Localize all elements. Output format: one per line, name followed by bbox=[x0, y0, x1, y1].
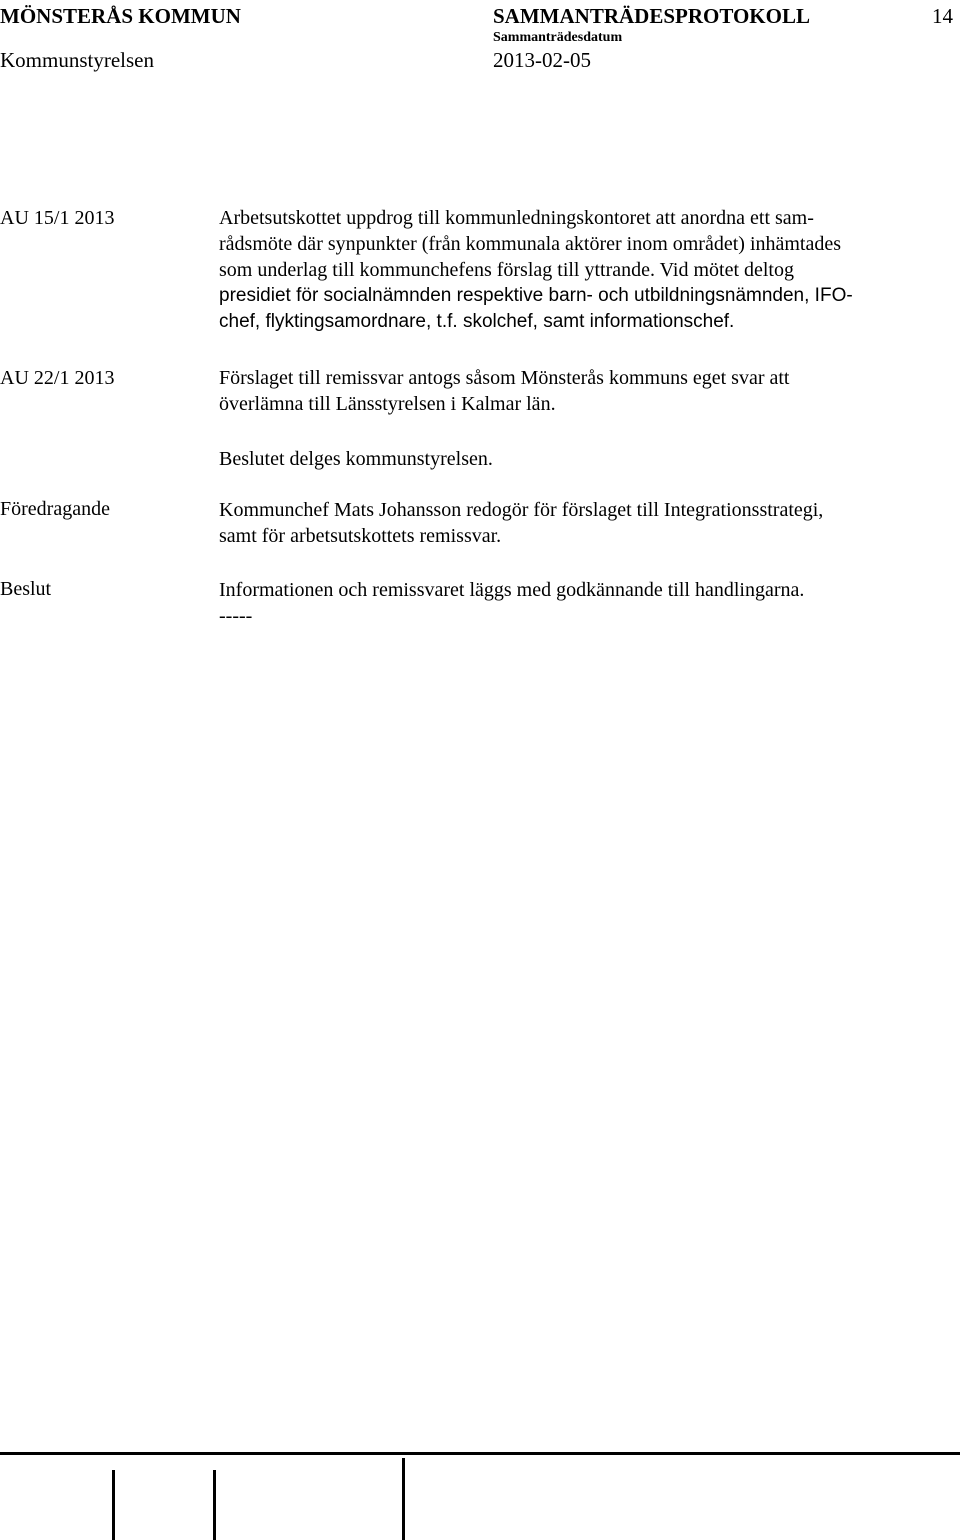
reference-au-22: AU 22/1 2013 bbox=[0, 367, 115, 389]
paragraph-1-line: presidiet för socialnämnden respektive barn- och utbildningsnämnden, IFO- bbox=[219, 285, 853, 306]
paragraph-1 bbox=[219, 205, 853, 335]
date-label: Sammanträdesdatum bbox=[493, 30, 623, 45]
document-type: SAMMANTRÄDESPROTOKOLL bbox=[493, 4, 810, 28]
paragraph-3: Beslutet delges kommunstyrelsen. bbox=[219, 448, 493, 470]
municipality-name: MÖNSTERÅS KOMMUN bbox=[0, 4, 241, 28]
presenter-text bbox=[219, 497, 823, 549]
signature-box-line bbox=[402, 1458, 405, 1540]
decision-label: Beslut bbox=[0, 578, 52, 600]
paragraph-1-line: Arbetsutskottet uppdrog till kommunledningskontoret att anordna ett sam- bbox=[219, 207, 814, 229]
reference-au-15: AU 15/1 2013 bbox=[0, 207, 115, 229]
paragraph-2 bbox=[219, 365, 789, 417]
page-number: 14 bbox=[932, 4, 953, 28]
presenter-label: Föredragande bbox=[0, 498, 110, 520]
presenter-line: Kommunchef Mats Johansson redogör för förslaget till Integrationsstrategi, bbox=[219, 499, 824, 521]
decision-separator: ----- bbox=[219, 605, 253, 627]
paragraph-2-line: överlämna till Länsstyrelsen i Kalmar län. bbox=[219, 393, 556, 415]
signature-box-line bbox=[213, 1470, 216, 1540]
paragraph-1-line: som underlag till kommunchefens förslag till yttrande. Vid mötet deltog bbox=[219, 259, 794, 281]
date-value: 2013-02-05 bbox=[493, 48, 591, 72]
signature-box-line bbox=[112, 1470, 115, 1540]
paragraph-1-line: rådsmöte där synpunkter (från kommunala aktörer inom området) inhämtades bbox=[219, 233, 842, 255]
paragraph-1-line: chef, flyktingsamordnare, t.f. skolchef, samt informationschef. bbox=[219, 311, 735, 332]
presenter-line: samt för arbetsutskottets remissvar. bbox=[219, 525, 502, 547]
paragraph-2-line: Förslaget till remissvar antogs såsom Mönsterås kommuns eget svar att bbox=[219, 367, 790, 389]
decision-text bbox=[219, 577, 804, 629]
signature-divider-line bbox=[0, 1452, 960, 1455]
decision-line: Informationen och remissvaret läggs med godkännande till handlingarna. bbox=[219, 579, 805, 601]
body-name: Kommunstyrelsen bbox=[0, 48, 154, 72]
